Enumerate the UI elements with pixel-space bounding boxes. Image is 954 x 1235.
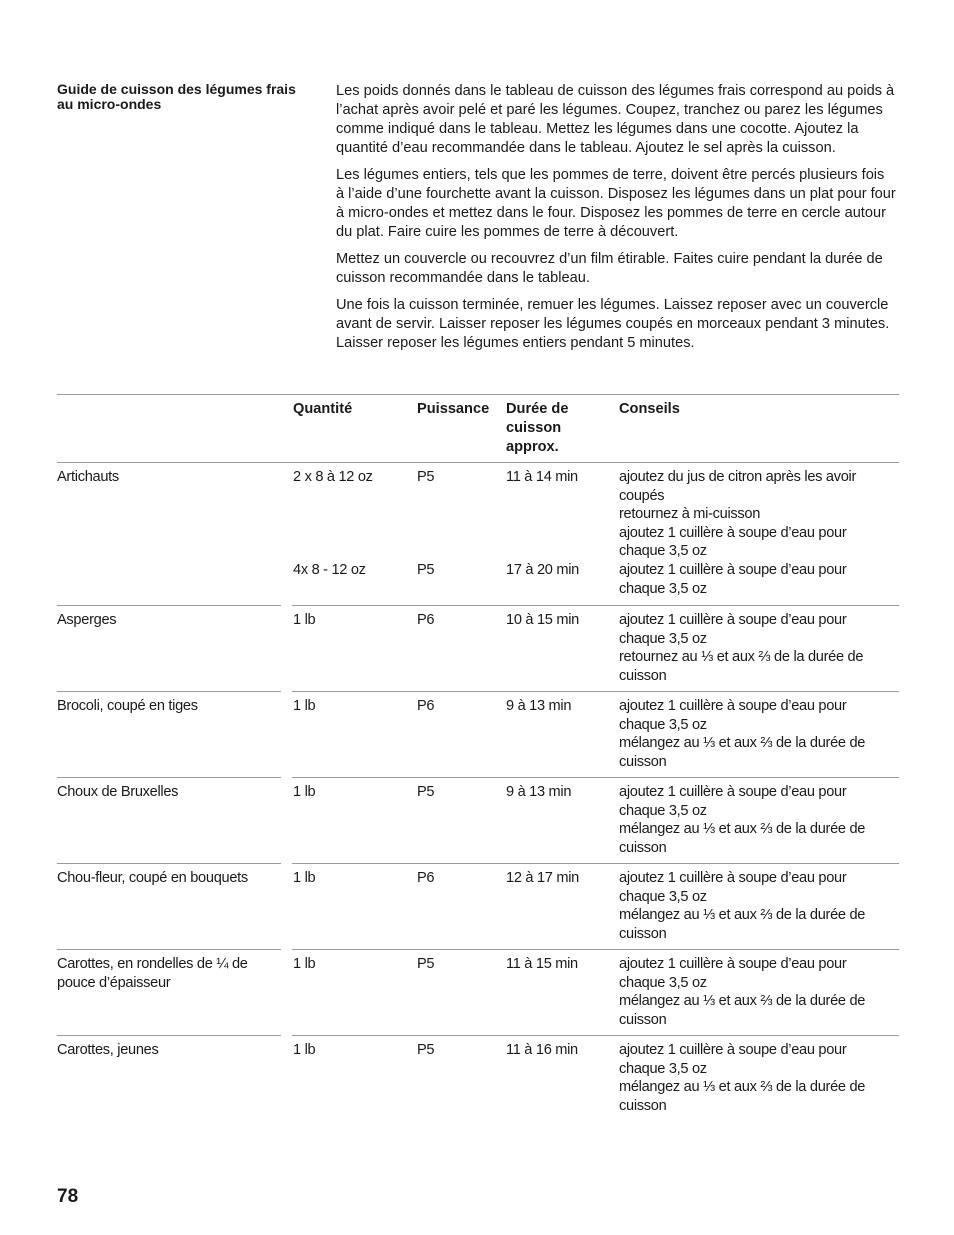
row-separator <box>57 777 281 778</box>
tip-line: ajoutez du jus de citron après les avoir coupés <box>619 469 857 504</box>
power-cell: P6 <box>417 698 435 714</box>
header-quantite: Quantité <box>293 401 353 417</box>
row-separator <box>57 691 281 692</box>
tip-line: ajoutez 1 cuillère à soupe d’eau pour chaque 3,5 oz <box>619 1042 847 1077</box>
tip-line: mélangez au ⅓ et aux ⅔ de la durée de cuisson <box>619 907 866 942</box>
power-cell: P5 <box>417 956 435 972</box>
vegetable-name: Artichauts <box>57 469 119 485</box>
header-conseils: Conseils <box>619 401 680 417</box>
row-separator <box>57 1035 281 1036</box>
row-separator <box>292 691 404 692</box>
tip-line: mélangez au ⅓ et aux ⅔ de la durée de cuisson <box>619 821 866 856</box>
tip-line: retournez à mi-cuisson <box>619 506 761 523</box>
intro-paragraph: Les poids donnés dans le tableau de cuisson des légumes frais correspond au poids à l’achat après avoir pelé et paré les légumes. Coupez, tranchez ou parez les légumes comme indiqué dans le tableau. Mettez les légumes dans une cocotte. Ajoutez la quantité d’eau recommandée dans le tableau. Ajoutez le sel après la cuisson. <box>336 83 895 156</box>
tips-cell <box>619 611 884 685</box>
tip-line: ajoutez 1 cuillère à soupe d’eau pour chaque 3,5 oz <box>619 612 847 647</box>
row-separator <box>292 1035 404 1036</box>
section-heading: Guide de cuisson des légumes frais au micro-ondes <box>57 81 296 112</box>
cooking-time-cell: 11 à 14 min <box>506 469 578 485</box>
cooking-time-cell: 17 à 20 min <box>506 562 579 578</box>
cooking-time-cell: 10 à 15 min <box>506 612 579 628</box>
tip-line: mélangez au ⅓ et aux ⅔ de la durée de cuisson <box>619 735 866 770</box>
header-puissance: Puissance <box>417 401 490 417</box>
vegetable-name: Carottes, jeunes <box>57 1042 159 1058</box>
power-cell: P6 <box>417 870 435 886</box>
cooking-time-cell: 9 à 13 min <box>506 784 572 800</box>
tip-line: ajoutez 1 cuillère à soupe d’eau pour chaque 3,5 oz <box>619 524 847 560</box>
row-separator <box>404 605 899 606</box>
tip-line: ajoutez 1 cuillère à soupe d’eau pour chaque 3,5 oz <box>619 562 847 597</box>
tip-line: mélangez au ⅓ et aux ⅔ de la durée de cuisson <box>619 1079 866 1114</box>
quantity-cell: 1 lb <box>293 870 316 886</box>
tip-line: ajoutez 1 cuillère à soupe d’eau pour chaque 3,5 oz <box>619 698 847 733</box>
power-cell: P5 <box>417 784 435 800</box>
row-separator <box>57 605 281 606</box>
power-cell: P5 <box>417 1042 435 1058</box>
tips-cell <box>619 561 884 598</box>
vegetable-name: Chou-fleur, coupé en bouquets <box>57 870 248 886</box>
table-top-rule <box>57 394 899 395</box>
tip-line: mélangez au ⅓ et aux ⅔ de la durée de cuisson <box>619 993 866 1028</box>
tip-line: ajoutez 1 cuillère à soupe d’eau pour chaque 3,5 oz <box>619 784 847 819</box>
quantity-cell: 1 lb <box>293 1042 316 1058</box>
row-separator <box>404 1035 899 1036</box>
intro-paragraph: Mettez un couvercle ou recouvrez d’un film étirable. Faites cuire pendant la durée de cuisson recommandée dans le tableau. <box>336 251 883 286</box>
tips-cell <box>619 783 884 857</box>
tips-cell <box>619 1041 884 1115</box>
quantity-cell: 1 lb <box>293 956 316 972</box>
quantity-cell: 1 lb <box>293 698 316 714</box>
row-separator <box>57 949 281 950</box>
header-duree: Durée de cuisson approx. <box>506 401 569 455</box>
row-separator <box>292 605 404 606</box>
page-number: 78 <box>57 1186 79 1207</box>
power-cell: P5 <box>417 469 435 485</box>
tip-line: retournez au ⅓ et aux ⅔ de la durée de cuisson <box>619 649 864 684</box>
tips-cell <box>619 869 884 943</box>
intro-paragraph: Une fois la cuisson terminée, remuer les légumes. Laissez reposer avec un couvercle avant de servir. Laisser reposer les légumes coupés en morceaux pendant 3 minutes. Laisser reposer les légumes entiers pendant 5 minutes. <box>336 297 890 351</box>
tip-line: ajoutez 1 cuillère à soupe d’eau pour chaque 3,5 oz <box>619 956 847 991</box>
row-separator <box>404 777 899 778</box>
cooking-time-cell: 12 à 17 min <box>506 870 579 886</box>
row-separator <box>57 863 281 864</box>
row-separator <box>404 691 899 692</box>
row-separator <box>292 949 404 950</box>
quantity-cell: 1 lb <box>293 784 316 800</box>
quantity-cell: 2 x 8 à 12 oz <box>293 469 373 485</box>
vegetable-name: Asperges <box>57 612 117 628</box>
tips-cell <box>619 955 884 1029</box>
quantity-cell: 4x 8 - 12 oz <box>293 562 366 578</box>
tip-line: ajoutez 1 cuillère à soupe d’eau pour chaque 3,5 oz <box>619 870 847 905</box>
intro-paragraph: Les légumes entiers, tels que les pommes de terre, doivent être percés plusieurs fois à l’aide d’une fourchette avant la cuisson. Disposez les légumes dans un plat pour four à micro-ondes et mettez dans le four. Disposez les pommes de terre en cercle autour du plat. Faire cuire les pommes de terre à découvert. <box>336 167 896 240</box>
row-separator <box>404 949 899 950</box>
vegetable-name: Carottes, en rondelles de ¼ de pouce d’épaisseur <box>57 956 248 991</box>
cooking-time-cell: 11 à 15 min <box>506 956 578 972</box>
cooking-time-cell: 9 à 13 min <box>506 698 572 714</box>
row-separator <box>292 863 404 864</box>
vegetable-name: Choux de Bruxelles <box>57 784 179 800</box>
table-header-rule <box>57 462 899 463</box>
tips-cell <box>619 468 884 561</box>
power-cell: P5 <box>417 562 435 578</box>
tips-cell <box>619 697 884 771</box>
quantity-cell: 1 lb <box>293 612 316 628</box>
row-separator <box>404 863 899 864</box>
power-cell: P6 <box>417 612 435 628</box>
intro-text <box>336 82 896 361</box>
row-separator <box>292 777 404 778</box>
cooking-time-cell: 11 à 16 min <box>506 1042 578 1058</box>
vegetable-name: Brocoli, coupé en tiges <box>57 698 198 714</box>
